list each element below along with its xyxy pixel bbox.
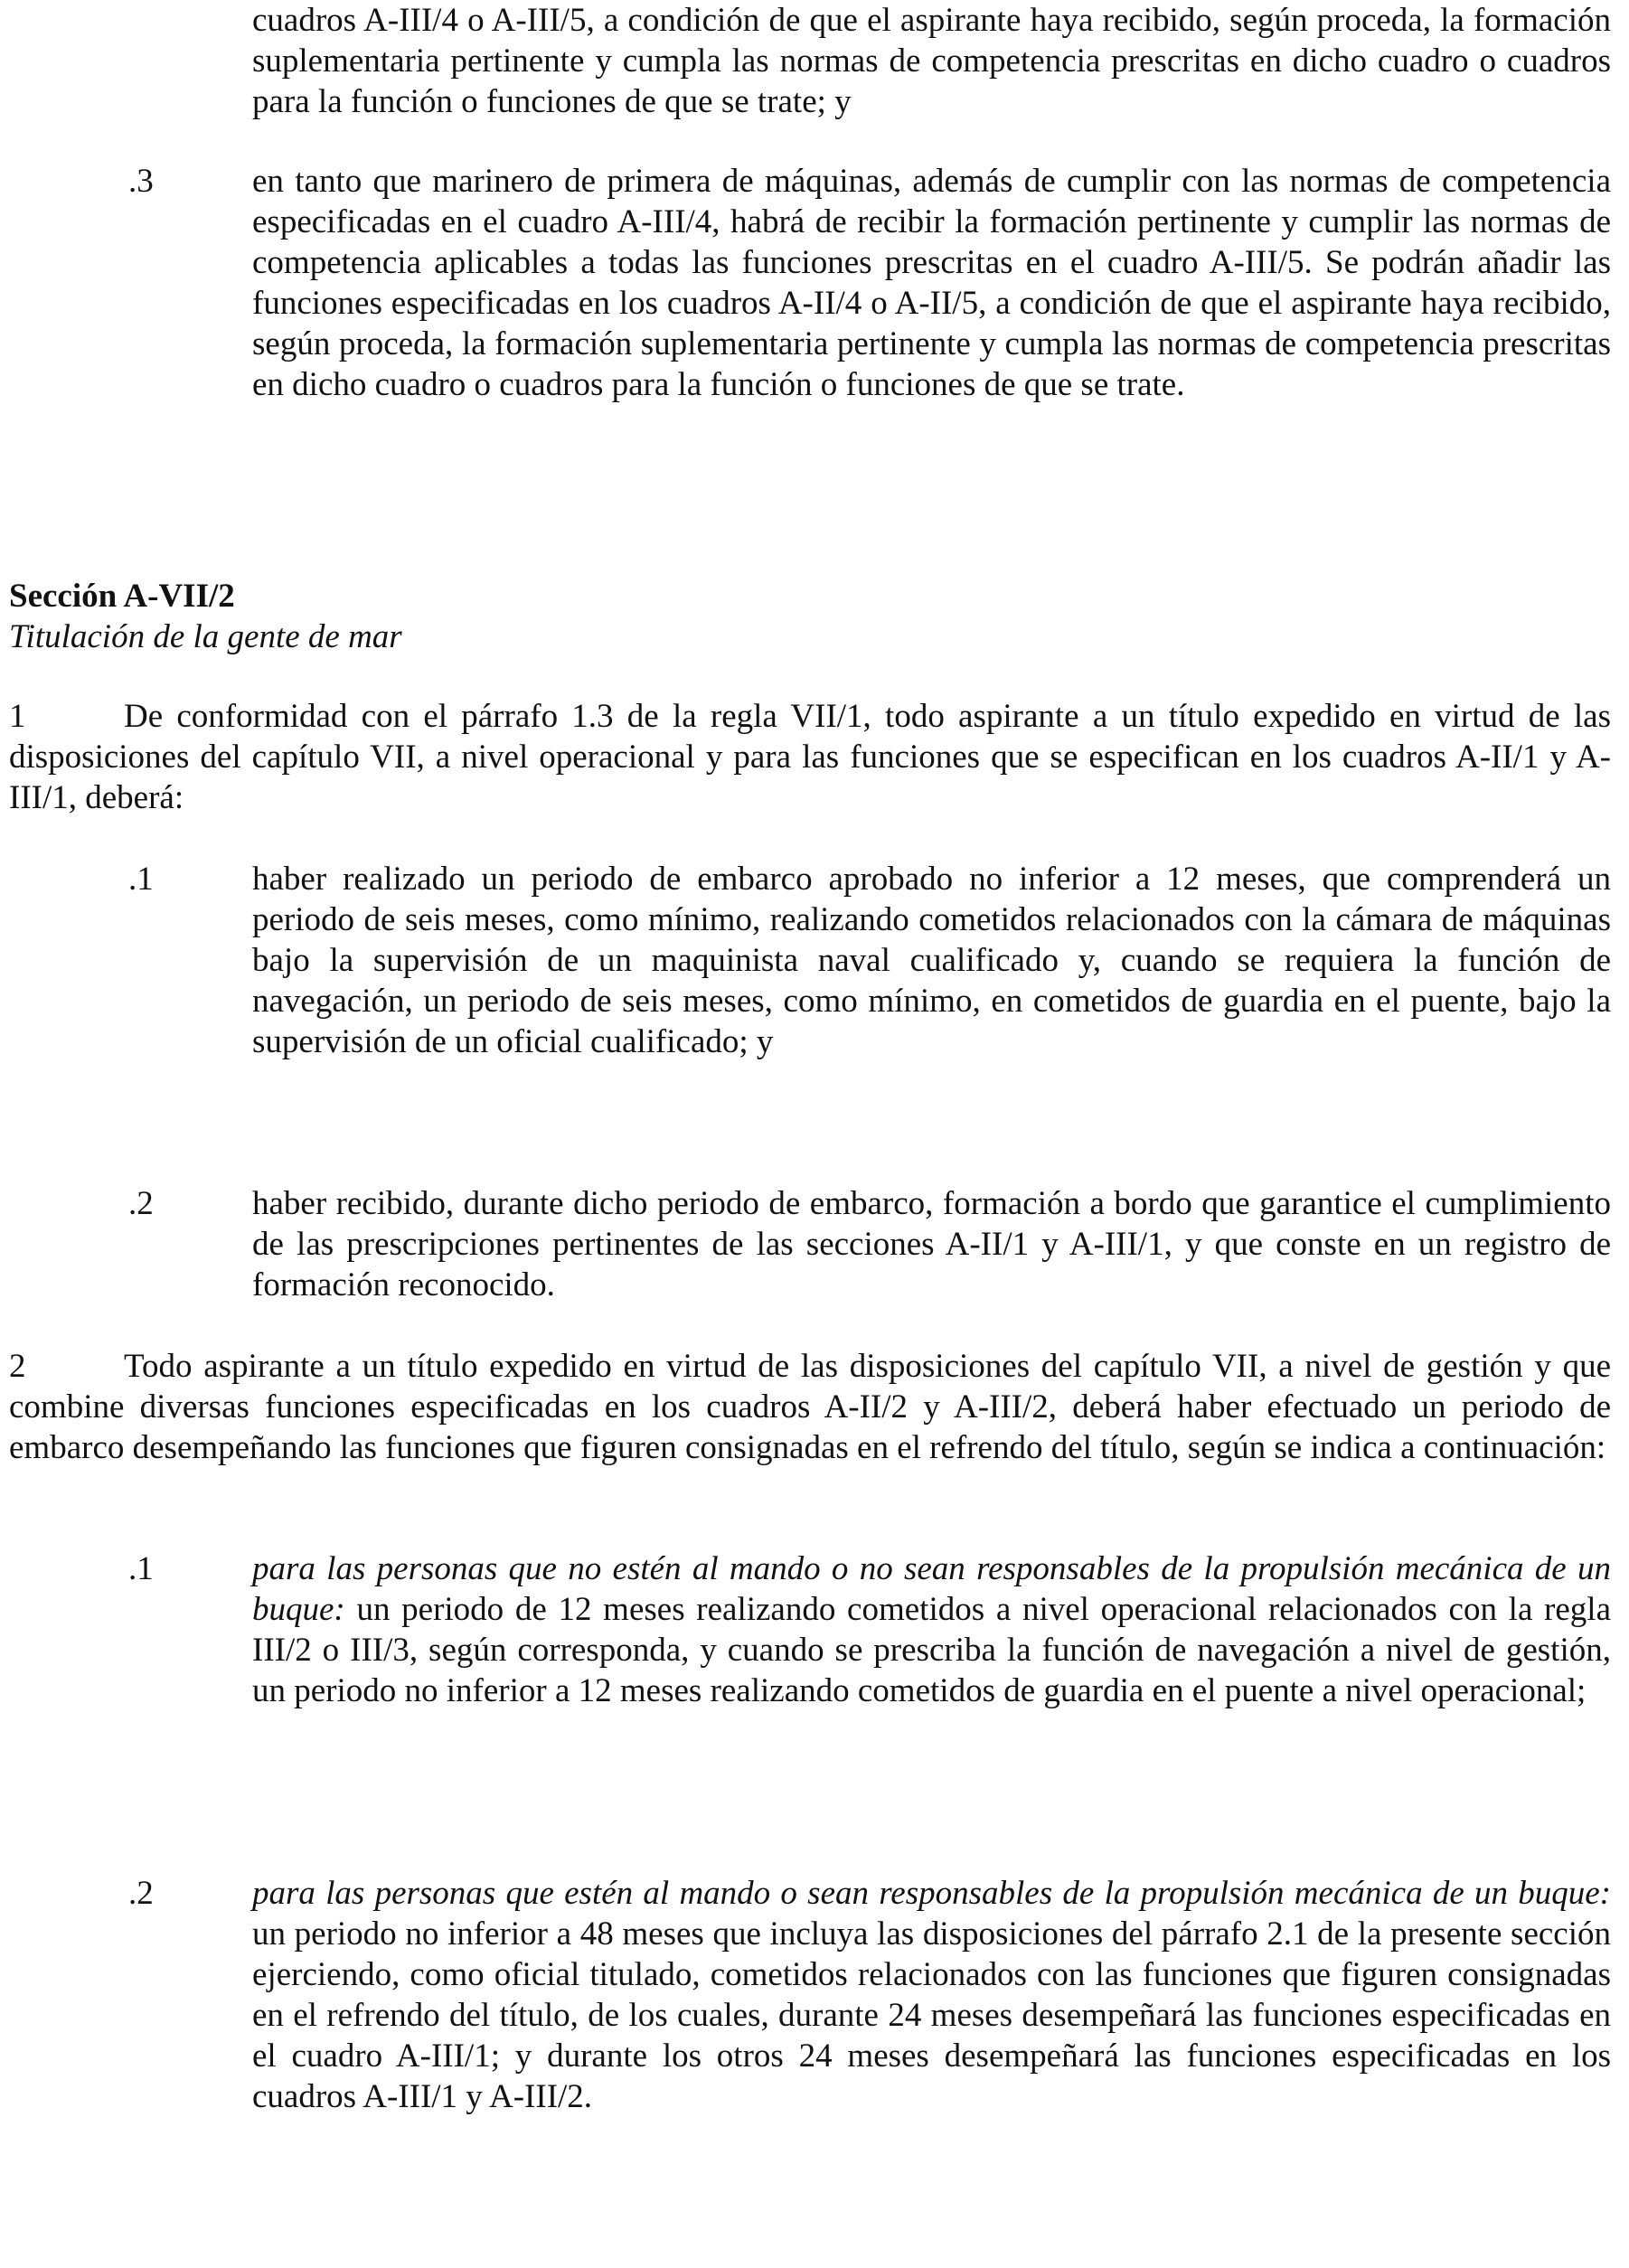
item-number: .2 [128,1185,154,1222]
item-text [252,1873,1611,2117]
item-number: .1 [128,861,154,898]
item-number: .1 [128,1550,154,1587]
item-body: un periodo de 12 meses realizando cometidos a nivel operacional relacionados con la regla III/2 o III/3, según corresponda, y cuando se prescriba la función de navegación a nivel de gestión, un periodo no inferior a 12 meses realizando cometidos de guardia en el puente a nivel operacional; [252,1591,1611,1709]
item-text: cuadros A-III/4 o A-III/5, a condición de que el aspirante haya recibido, según proceda, la formación suplementaria pertinente y cumpla las normas de competencia prescritas en dicho cuadro o cuadros para la función o funciones de que se trate; y [252,2,1611,120]
paragraph-2 [9,1346,1611,1468]
item-text: haber realizado un periodo de embarco aprobado no inferior a 12 meses, que comprenderá un periodo de seis meses, como mínimo, realizando cometidos relacionados con la cámara de máquinas bajo la supervisión de un maquinista naval cualificado y, cuando se requiera la función de navegación, un periodo de seis meses, como mínimo, en cometidos de guardia en el puente, bajo la supervisión de un oficial cualificado; y [252,861,1611,1060]
item-lead: para las personas que no estén al mando o no sean responsables de la propulsión mecánica de un buque: [252,1550,1611,1628]
item-body: un periodo no inferior a 48 meses que incluya las disposiciones del párrafo 2.1 de la presente sección ejerciendo, como oficial titulado, cometidos relacionados con las funciones que figuren consignadas en el refrendo del título, de los cuales, durante 24 meses desempeñará las funciones especificadas en el cuadro A-III/1; y durante los otros 24 meses desempeñará las funciones especificadas en los cuadros A-III/1 y A-III/2. [252,1915,1611,2115]
item-text: en tanto que marinero de primera de máquinas, además de cumplir con las normas de competencia especificadas en el cuadro A-III/4, habrá de recibir la formación pertinente y cumplir las normas de competencia aplicables a todas las funciones prescritas en el cuadro A-III/5. Se podrán añadir las funciones especificadas en los cuadros A-II/4 o A-II/5, a condición de que el aspirante haya recibido, según proceda, la formación suplementaria pertinente y cumpla las normas de competencia prescritas en dicho cuadro o cuadros para la función o funciones de que se trate. [252,163,1611,403]
item-text [252,1548,1611,1711]
paragraph-text: Todo aspirante a un título expedido en virtud de las disposiciones del capítulo VII, a nivel de gestión y que combine diversas funciones especificadas en los cuadros A-II/2 y A-III/2, deberá haber efectuado un periodo de embarco desempeñando las funciones que figuren consignadas en el refrendo del título, según se indica a continuación: [9,1348,1611,1466]
paragraph-number: 1 [9,698,26,735]
section-title: Sección A-VII/2 [9,578,235,615]
paragraph-number: 2 [9,1348,26,1385]
paragraph-1 [9,696,1611,818]
item-number: .3 [128,163,154,200]
item-lead: para las personas que estén al mando o sean responsables de la propulsión mecánica de un buque: [252,1875,1611,1912]
paragraph-text: De conformidad con el párrafo 1.3 de la regla VII/1, todo aspirante a un título expedido en virtud de las disposiciones del capítulo VII, a nivel operacional y para las funciones que se especifican en los cuadros A-II/1 y A-III/1, deberá: [9,698,1611,816]
item-text: haber recibido, durante dicho periodo de embarco, formación a bordo que garantice el cumplimiento de las prescripciones pertinentes de las secciones A-II/1 y A-III/1, y que conste en un registro de formación reconocido. [252,1185,1611,1303]
item-number: .2 [128,1875,154,1912]
section-subtitle: Titulación de la gente de mar [9,618,402,655]
